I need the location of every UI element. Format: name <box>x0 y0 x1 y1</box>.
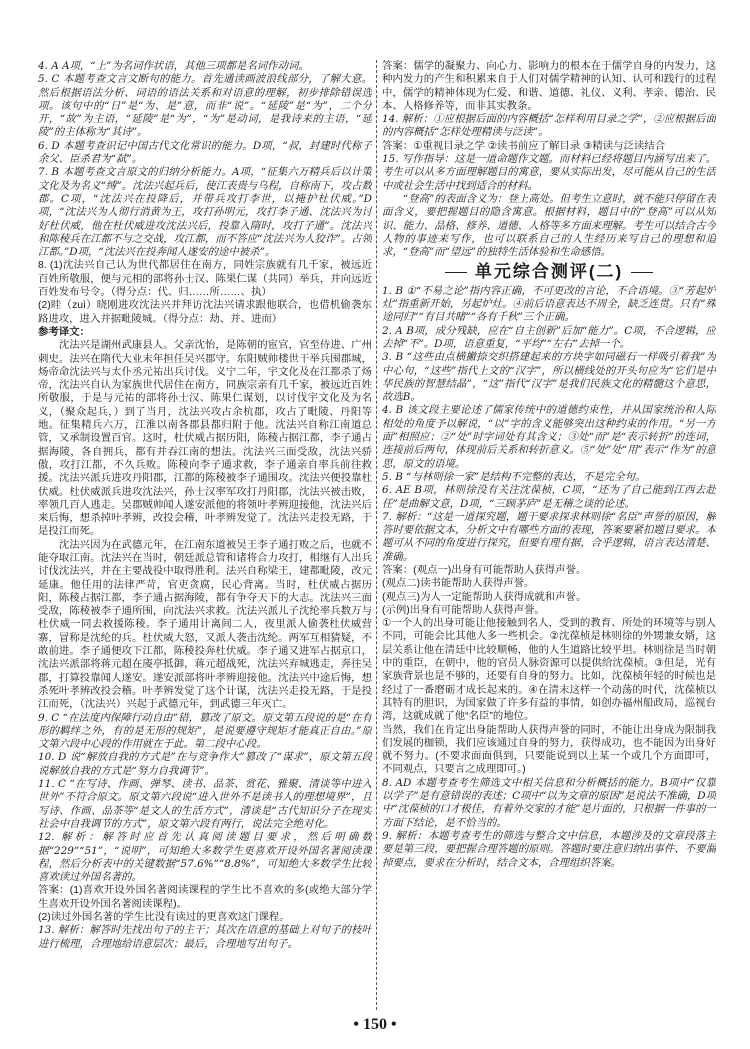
answer-paragraph: 15. 写作指导：这是一道命题作文题。而材料已经将题目内涵写出来了。考生可以从多方面理解题目的寓意，要从实际出发，尽可能从自己的生活中或社会生活中找到适合的材料。 <box>382 153 716 192</box>
answer-paragraph: 8. AD 本题考查考生筛选文中相关信息和分析概括的能力。B项中“仅靠以学子”是有意错误的表述；C项中“以为文章的原因”是说法不准确，D项中“沈葆桢的口才极佳，有着外交家的才能”是片面的，只根据一件事的一方面下结论，是不恰当的。 <box>382 776 716 829</box>
answer-paragraph: 答案：(1)喜欢开设外国名著阅读课程的学生比不喜欢的多(或绝大部分学生喜欢开设外国名著阅读课程)。 <box>38 885 372 910</box>
answer-paragraph: 4. B 该文段主要论述了儒家传统中的道德约束性，并从国家统治和人际相处的角度予以解说，“以”字的含义能够突出这种约束的作用。“另一方面”相照应；②“处”时字词处有其含义；③处“而”是“表示转折”的连词，连接前后两句，体现前后关系和转折意义。⑤“处”处“用”表示“作为”的意思，原文的语境。 <box>382 404 716 470</box>
answer-paragraph: (示例)出身有可能帮助人获得声誉。 <box>382 604 545 616</box>
answer-paragraph: 4. A A项，“上”为名词作状语，其他三项都是名词作动词。 <box>38 60 309 72</box>
answer-paragraph: 答案：(观点一)出身有可能帮助人获得声誉。 <box>382 564 587 576</box>
answer-paragraph: 9. 解析：本题考查考生的筛选与整合文中信息，本题涉及的文章段落主要是第三段，要把握合理答题的原则。答题时要注意归纳出事件、不要漏掉要点，要求在分析时，结合文本，合理组织答案。 <box>382 829 716 869</box>
heading-rule-right <box>631 272 653 273</box>
answer-paragraph: 11. C “在写诗、作画、弹琴、读书、品茶、赏花、雅聚、清谈等中进入世外”不符合原文。原文第六段说“进入世外不是读书人的理想境界”，且写诗、作画、品茶等“是文人的生活方式”，清谈是“古代知识分子在现实社会中自我调节的方式”，原文第六段有两行，说法完全绝对化。 <box>38 778 372 830</box>
answer-paragraph: 13. 解析：解答时先找出句子的主干；其次在语意的基础上对句子的枝叶进行梳理，合理地给语意层次；最后，合理地写出句子。 <box>38 924 372 950</box>
right-column <box>382 60 716 1006</box>
page-number: • 150 • <box>353 1016 397 1033</box>
answer-paragraph: 参考译文： <box>38 325 90 338</box>
answer-paragraph: 5. B “与林则徐一家”是结构不完整的表达，不是完全句。 <box>382 470 646 483</box>
answer-paragraph: ①一个人的出身可能让他接触到名人，受到的教育、所处的环境等与别人不同，可能会比其他人多一些机会。②沈葆桢是林则徐的外甥兼女婿，这层关系让他在清廷中比较顺畅，他的人生道路比较平坦。林则徐是当时朝中的重臣，在朝中，他的官员人脉资源可以提供给沈葆桢。③但是，光有家族背景也是不够的，还要有自身的努力。比如，沈葆桢年轻的时候也是经过了一番磨砺才成长起来的。④在清末这样一个动荡的时代，沈葆桢以其特有的胆识，为国家做了许多有益的事情，如创办福州船政局，巡视台湾，这就成就了他“名臣”的地位。 <box>382 618 716 723</box>
answer-block-unit-two <box>382 285 716 870</box>
heading-rule-left <box>445 272 467 273</box>
column-divider <box>376 60 377 1010</box>
answer-paragraph: (2)眭（zuì）晓刚进攻沈法兴并拜访沈法兴请求跟他联合，也借机偷袭东路进攻，进入并据毗陵城。（得分点：劫、并、进而） <box>38 300 372 325</box>
answer-paragraph: 沈法兴因为在武德元年，在江南东道被吴王李子通打败之后，也就不能夺取江南。沈法兴在当时，朝廷派总管和诸将合力攻打，相继有人出兵讨伐沈法兴，并在主要战役中取得胜利。法兴自称梁王，建都毗陵，改元延康。他任用的法律严苛，官吏贪腐，民心背离。当时，杜伏威占据历阳，陈稜占据江都，李子通占据海陵，都有争夺天下的大志。沈法兴三面受敌，陈稜被李子通所围，向沈法兴求救。沈法兴派儿子沈纶率兵数万与杜伏威一同去救援陈稜。李子通用计离间二人，夜里派人偷袭杜伏威营寨，冒称是沈纶的兵。杜伏威大怒，又派人袭击沈纶。两军互相猜疑，不敢前进。李子通便攻下江都，陈稜投奔杜伏威。李子通又进军占据京口，沈法兴派部将蒋元超在庱亭抵御，蒋元超战死，沈法兴弃城逃走，奔往吴郡，打算投靠闻人遂安。遂安派部将叶孝辨迎接他。沈法兴中途后悔，想杀死叶孝辨改投会稽。叶孝辨发觉了这个计谋，沈法兴走投无路，于是投江而死，（沈法兴）兴起于武德元年，到武德三年灭亡。 <box>38 538 372 711</box>
answer-block-unit-one <box>382 60 716 259</box>
answer-paragraph: 1. B ①“不易之论”指内容正确，不可更改的言论，不合语境。③“芳起炉灶”指重新开始，另起炉灶。④前后语意表达不周全，缺乏连贯。只有“殊途同归”“有目共睹”“各有千秋”三个正确。 <box>382 284 716 324</box>
answer-paragraph: 沈法兴是湖州武康县人。父亲沈怡，是陈朝的宦官，官至侍进、广州刺史。法兴在隋代大业末年担任吴兴郡守。东阳贼帅楼世干举兵围郡城，炀帝命沈法兴与太仆丞元祐出兵讨伐。义宁二年，宇文化及在江都杀了炀帝，沈法兴自认为家族世代居住在南方，同族宗亲有几千家，被远近百姓所敬服，于是与元祐的部将孙士汉、陈果仁谋划，以讨伐宇文化及为名义，（聚众起兵，）到了当月，沈法兴攻占余杭郡，攻占了毗陵、丹阳等地。征集精兵六万，江淮以南各郡县都归附于他。沈法兴自称江南道总管，又承制设置百官。这时，杜伏威占据历阳，陈稜占据江都，李子通占据海陵，各自拥兵，都有并吞江南的想法。沈法兴三面受敌，沈法兴骄傲，攻打江都，不久兵败。陈稜向李子通求救，李子通亲自率兵前往救援。沈法兴派兵进攻丹阳郡，江都的陈稜被李子通围攻。沈法兴便投靠杜伏威。杜伏威派兵进攻沈法兴，孙士汉率军攻打丹阳郡，沈法兴被击败，率领几百人逃走。吴郡贼帅闻人遂安派他的将领叶孝辨迎接他，沈法兴后来后悔，想杀掉叶孝辨，改投会稽，叶孝辨发觉了。沈法兴走投无路，于是投江而死。 <box>38 339 372 538</box>
answer-paragraph: 2. A B项，成分残缺，应在“自主创新”后加“能力”。C项，不合逻辑，应去掉“不”。D项，语意重复，“平均”“左右”去掉一个。 <box>382 324 716 350</box>
answer-paragraph: (2)读过外国名著的学生比没有读过的更喜欢这门课程。 <box>38 912 290 923</box>
answer-paragraph: 7. 解析：“这是一道探究题，题干要求探求林则徐“名臣”声誉的原因，解答时要依据文本，分析文中有哪些方面的表现，答案要紧扣题目要求。本题可从不同的角度进行探究，但要有理有据，合乎逻辑，语言表达清楚、准确。 <box>382 510 716 563</box>
answer-paragraph: 5. C 本题考查文言文断句的能力。首先通读画波浪线部分，了解大意。然后根据语法分析、词语的语法关系和对语意的理解，初步排除错误选项。该句中的“日”是“为、是”意，而非“说”。“延陵”是“为”，二个分开，“故”为主语，“延陵”是“为”，“为”是动词，是我诗来的主语，“延陵”的主体称为“其诗”。 <box>38 73 372 139</box>
answer-paragraph: 3. B “这些由点横撇捺交织搭建起来的方块字如同磁石一样吸引着我”为中心句，“这些”指代上文的“汉字”，所以横线处的开头句应为“它们是中华民族的智慧结晶”，“这”指代“汉字”是我们民族文化的精髓这个意思，故选B。 <box>382 351 716 404</box>
section-heading-text: 单元综合测评(二) <box>474 262 624 282</box>
answer-paragraph: 答案：①重视目录之学 ②读书前应了解目录 ③精读与泛读结合 <box>382 140 666 152</box>
left-column <box>38 60 372 1006</box>
answer-paragraph: 8. (1)沈法兴自己认为世代都居住在南方，同姓宗族就有几千家，被远近百姓所敬服，便与元相的部将孙士汉、陈果仁谋（共同）举兵，并向远近百姓发布号令。（得分点：代、归……所……、执） <box>38 260 372 299</box>
answer-paragraph: 10. D 说“解放自我的方式是”在与竞争作大”篡改了“谋求”，原文第五段说解放自我的方式是“努力自我调节”。 <box>38 751 372 777</box>
answer-paragraph: 答案：儒学的凝聚力、向心力、影响力的根本在于儒学自身的内发力，这种内发力的产生和积累来自于人们对儒学精神的认知、认可和践行的过程中，儒学的精神体现为仁爱、和谐、道德、礼仪、义利、孝亲、德治、民本、人格修养等，而非其实教条。 <box>382 61 716 112</box>
answer-paragraph: (观点三)为人一定能帮助人获得成就和声誉。 <box>382 591 587 603</box>
answer-paragraph: (观点二)读书能帮助人获得声誉。 <box>382 578 535 590</box>
answer-paragraph: 6. D 本题考查识记中国古代文化常识的能力。D项，“叔，封建时代称子余父、臣杀君为“弑”。 <box>38 139 372 166</box>
answer-paragraph: 9. C “在法度内保障行动自由”错，篡改了原文。原文第五段说的是“在有形的羁绊之外，有的是无形的规矩”，是说要遵守规矩才能真正自由。”原文第六段中心段的作用就在于此。第二段中心段。 <box>38 711 372 751</box>
answer-paragraph: 12. 解析：解答时应首先认真阅读题目要求，然后明确数据“229”“51”，“说明”，可知绝大多数学生更喜欢开设外国名著阅读课程，然后分析表中的关键数据“57.6%”“8.8%”，可知绝大多数学生比较喜欢读过外国名著的。 <box>38 831 372 884</box>
answer-paragraph: 6. AE B项，林则徐没有关注沈葆桢，C项，“还为了自己能到江西去赴任”是曲解文意，D项，“三顾茅庐”是无稽之谈的论述。 <box>382 484 716 510</box>
section-heading <box>382 262 716 282</box>
answer-paragraph: 14. 解析：①应根据后面的内容概括“怎样利用目录之学”，②应根据后面的内容概括“怎样处理精读与泛读”。 <box>382 113 716 139</box>
answer-paragraph: “登高”的表面含义为：登上高处。但考生立意时，就不能只停留在表面含义，要把握题目的隐含寓意。根据材料，题目中的“登高”可以从知识、能力、品格、修养、道德、人格等多方面来理解。考生可以结合古今人物的事迹来写作，也可以联系自己的人生经历来写自己的理想和追求，“登高”而“望远”的独特生活体验和生命感悟。 <box>382 192 716 259</box>
answer-paragraph: 当然，我们在肯定出身能帮助人获得声誉的同时，不能让出身成为限制我们发展的枷锁，我们应该通过自身的努力，获得成功，也不能因为出身好就不努力。(不要求面面俱到，只要能说到以上某一个或几个方面即可，不同观点，只要言之成理即可。) <box>382 724 716 776</box>
answer-paragraph: 7. B 本题考查文言原文的归纳分析能力。A项，“征集六万精兵后以计策文化及为名义“缚”。沈法兴起兵后，使江表贵与乌程，自称南下，攻占数郡。C项，“沈法兴在投降后，并带兵攻打李世，以掩护杜伏威。”D项，“沈法兴为人彻行消黄为王，攻打孙明元，攻打李子通、沈法兴为讨好杜伏威，他在杜伏威进攻沈法兴后，投靠入隋时，攻打子通”。沈法兴和陈稜兵在江都不与之交战，攻江都，而不答应“沈法兴为人狡诈”。占领江都。”D项，“沈法兴在投奔闻人遂安的途中被杀”。 <box>38 166 372 259</box>
